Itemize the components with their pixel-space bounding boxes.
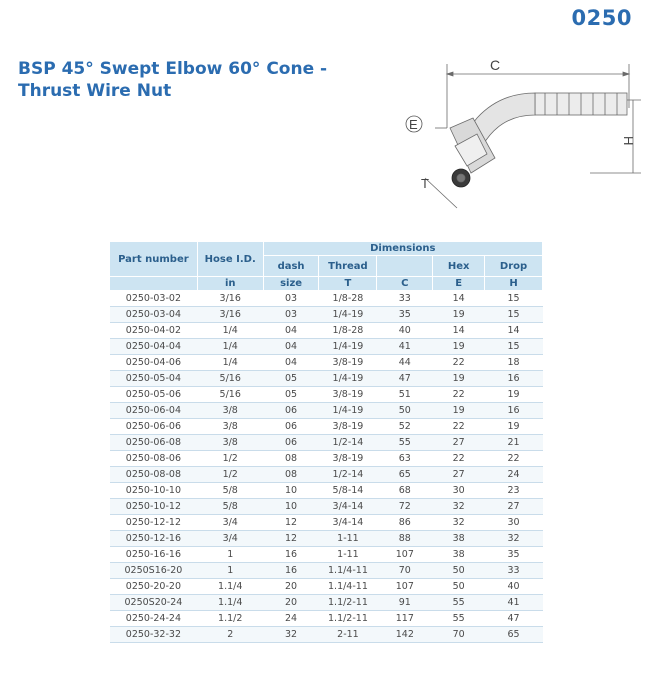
label-t: T	[421, 176, 429, 191]
cell-hex-e: 19	[433, 307, 485, 323]
cell-dash-size: 08	[263, 451, 319, 467]
cell-thread: 3/8-19	[319, 387, 377, 403]
cell-dim-c: 63	[377, 451, 433, 467]
cell-dim-c: 91	[377, 595, 433, 611]
header-thread: Thread	[319, 256, 377, 277]
cell-dash-size: 32	[263, 627, 319, 643]
cell-dash-size: 16	[263, 547, 319, 563]
fitting-drawing	[395, 48, 645, 218]
cell-dash-size: 05	[263, 371, 319, 387]
cell-dim-c: 117	[377, 611, 433, 627]
cell-dash-size: 12	[263, 531, 319, 547]
cell-thread: 1.1/2-11	[319, 595, 377, 611]
cell-hex-e: 55	[433, 595, 485, 611]
cell-hose-id: 3/8	[197, 403, 263, 419]
table-row	[110, 307, 543, 323]
cell-dim-c: 47	[377, 371, 433, 387]
cell-hex-e: 55	[433, 611, 485, 627]
header-hex: Hex	[433, 256, 485, 277]
table-row	[110, 627, 543, 643]
cell-hose-id: 5/8	[197, 499, 263, 515]
cell-dash-size: 20	[263, 579, 319, 595]
cell-drop-h: 33	[485, 563, 543, 579]
header-dash: dash	[263, 256, 319, 277]
cell-part-number: 0250-03-02	[110, 291, 198, 307]
cell-drop-h: 27	[485, 499, 543, 515]
cell-part-number: 0250-08-08	[110, 467, 198, 483]
cell-hose-id: 1.1/4	[197, 579, 263, 595]
cell-dim-c: 86	[377, 515, 433, 531]
cell-hex-e: 14	[433, 323, 485, 339]
cell-dim-c: 107	[377, 547, 433, 563]
cell-drop-h: 15	[485, 307, 543, 323]
unit-c: C	[377, 277, 433, 291]
cell-dim-c: 88	[377, 531, 433, 547]
cell-drop-h: 16	[485, 371, 543, 387]
cell-dim-c: 65	[377, 467, 433, 483]
cell-dash-size: 04	[263, 339, 319, 355]
cell-drop-h: 35	[485, 547, 543, 563]
cell-drop-h: 19	[485, 387, 543, 403]
table-row	[110, 579, 543, 595]
cell-thread: 5/8-14	[319, 483, 377, 499]
table-row	[110, 515, 543, 531]
title-line-2: Thrust Wire Nut	[18, 81, 172, 101]
cell-hose-id: 3/8	[197, 419, 263, 435]
unit-hose: in	[197, 277, 263, 291]
table-row	[110, 323, 543, 339]
cell-dim-c: 52	[377, 419, 433, 435]
cell-thread: 1.1/4-11	[319, 579, 377, 595]
cell-dash-size: 16	[263, 563, 319, 579]
cell-thread: 1/4-19	[319, 307, 377, 323]
cell-hose-id: 1	[197, 563, 263, 579]
cell-hex-e: 70	[433, 627, 485, 643]
cell-part-number: 0250S16-20	[110, 563, 198, 579]
cell-thread: 3/8-19	[319, 355, 377, 371]
header-hose-id: Hose I.D.	[197, 242, 263, 277]
table-row	[110, 371, 543, 387]
table-row	[110, 355, 543, 371]
table-body	[110, 291, 543, 643]
table-row	[110, 499, 543, 515]
cell-part-number: 0250-04-04	[110, 339, 198, 355]
cell-dash-size: 08	[263, 467, 319, 483]
cell-part-number: 0250-05-06	[110, 387, 198, 403]
product-title	[18, 58, 348, 102]
cell-part-number: 0250-03-04	[110, 307, 198, 323]
table-row	[110, 563, 543, 579]
cell-drop-h: 40	[485, 579, 543, 595]
cell-part-number: 0250-24-24	[110, 611, 198, 627]
label-e: E	[409, 117, 418, 132]
cell-hose-id: 3/8	[197, 435, 263, 451]
cell-drop-h: 18	[485, 355, 543, 371]
table-row	[110, 403, 543, 419]
cell-dim-c: 55	[377, 435, 433, 451]
table-row	[110, 339, 543, 355]
cell-drop-h: 41	[485, 595, 543, 611]
cell-hex-e: 19	[433, 371, 485, 387]
cell-hex-e: 22	[433, 419, 485, 435]
unit-h: H	[485, 277, 543, 291]
cell-hose-id: 5/8	[197, 483, 263, 499]
unit-thread: T	[319, 277, 377, 291]
cell-dim-c: 72	[377, 499, 433, 515]
table-row	[110, 483, 543, 499]
unit-dash: size	[263, 277, 319, 291]
cell-dash-size: 06	[263, 403, 319, 419]
cell-hose-id: 3/16	[197, 307, 263, 323]
cell-dash-size: 05	[263, 387, 319, 403]
cell-dim-c: 50	[377, 403, 433, 419]
cell-dash-size: 06	[263, 419, 319, 435]
cell-drop-h: 47	[485, 611, 543, 627]
cell-thread: 3/8-19	[319, 451, 377, 467]
cell-thread: 3/4-14	[319, 499, 377, 515]
cell-hose-id: 1/2	[197, 467, 263, 483]
cell-hose-id: 3/4	[197, 515, 263, 531]
cell-dim-c: 70	[377, 563, 433, 579]
header-c	[377, 256, 433, 277]
cell-part-number: 0250-08-06	[110, 451, 198, 467]
cell-part-number: 0250-32-32	[110, 627, 198, 643]
cell-hex-e: 14	[433, 291, 485, 307]
cell-dash-size: 10	[263, 483, 319, 499]
cell-dash-size: 03	[263, 291, 319, 307]
header-part-number: Part number	[110, 242, 198, 277]
cell-hose-id: 1/4	[197, 355, 263, 371]
cell-drop-h: 15	[485, 291, 543, 307]
cell-dash-size: 03	[263, 307, 319, 323]
cell-part-number: 0250-20-20	[110, 579, 198, 595]
cell-drop-h: 14	[485, 323, 543, 339]
cell-hex-e: 22	[433, 355, 485, 371]
cell-dim-c: 33	[377, 291, 433, 307]
cell-part-number: 0250-04-02	[110, 323, 198, 339]
cell-part-number: 0250-16-16	[110, 547, 198, 563]
cell-hose-id: 1.1/4	[197, 595, 263, 611]
cell-part-number: 0250-05-04	[110, 371, 198, 387]
cell-thread: 3/8-19	[319, 419, 377, 435]
cell-hose-id: 1/4	[197, 339, 263, 355]
cell-hose-id: 1/4	[197, 323, 263, 339]
cell-dash-size: 10	[263, 499, 319, 515]
cell-thread: 1/2-14	[319, 435, 377, 451]
cell-part-number: 0250-06-08	[110, 435, 198, 451]
cell-drop-h: 30	[485, 515, 543, 531]
dim-t-line	[425, 178, 457, 208]
cell-hex-e: 50	[433, 579, 485, 595]
cell-dash-size: 04	[263, 355, 319, 371]
table-row	[110, 531, 543, 547]
table-row	[110, 387, 543, 403]
cell-hex-e: 19	[433, 339, 485, 355]
cell-thread: 1/8-28	[319, 323, 377, 339]
cell-hex-e: 38	[433, 547, 485, 563]
cell-drop-h: 24	[485, 467, 543, 483]
cell-hose-id: 3/16	[197, 291, 263, 307]
table-row	[110, 611, 543, 627]
cell-part-number: 0250-04-06	[110, 355, 198, 371]
cell-dim-c: 41	[377, 339, 433, 355]
cell-thread: 1/4-19	[319, 339, 377, 355]
cell-part-number: 0250-10-12	[110, 499, 198, 515]
dimensions-table	[109, 241, 543, 643]
cell-hex-e: 19	[433, 403, 485, 419]
cell-thread: 1.1/2-11	[319, 611, 377, 627]
label-c: C	[490, 57, 501, 73]
table-row	[110, 291, 543, 307]
cell-part-number: 0250-10-10	[110, 483, 198, 499]
cell-part-number: 0250-12-16	[110, 531, 198, 547]
table-row	[110, 451, 543, 467]
cell-part-number: 0250-06-04	[110, 403, 198, 419]
cell-hose-id: 1.1/2	[197, 611, 263, 627]
cell-hex-e: 27	[433, 435, 485, 451]
label-h: H	[621, 136, 636, 146]
table-row	[110, 419, 543, 435]
cell-thread: 1/8-28	[319, 291, 377, 307]
cell-drop-h: 32	[485, 531, 543, 547]
cell-drop-h: 16	[485, 403, 543, 419]
cell-dash-size: 06	[263, 435, 319, 451]
header-dimensions: Dimensions	[263, 242, 542, 256]
cell-thread: 3/4-14	[319, 515, 377, 531]
title-line-1: BSP 45° Swept Elbow 60° Cone -	[18, 59, 328, 79]
table-row	[110, 595, 543, 611]
cell-hose-id: 5/16	[197, 371, 263, 387]
cell-dim-c: 68	[377, 483, 433, 499]
cell-thread: 1-11	[319, 531, 377, 547]
cell-hose-id: 1	[197, 547, 263, 563]
cell-hex-e: 22	[433, 387, 485, 403]
cell-drop-h: 15	[485, 339, 543, 355]
table-row	[110, 547, 543, 563]
cell-hex-e: 27	[433, 467, 485, 483]
cell-hex-e: 32	[433, 515, 485, 531]
cell-dash-size: 24	[263, 611, 319, 627]
cell-dash-size: 12	[263, 515, 319, 531]
table-row	[110, 435, 543, 451]
cell-thread: 1-11	[319, 547, 377, 563]
cell-dim-c: 40	[377, 323, 433, 339]
product-code: 0250	[571, 6, 632, 30]
cell-thread: 1.1/4-11	[319, 563, 377, 579]
cell-hex-e: 30	[433, 483, 485, 499]
cell-drop-h: 19	[485, 419, 543, 435]
cell-thread: 2-11	[319, 627, 377, 643]
table-row	[110, 467, 543, 483]
cell-drop-h: 23	[485, 483, 543, 499]
cell-part-number: 0250S20-24	[110, 595, 198, 611]
cell-hex-e: 32	[433, 499, 485, 515]
cell-dash-size: 20	[263, 595, 319, 611]
cell-hex-e: 22	[433, 451, 485, 467]
cell-drop-h: 22	[485, 451, 543, 467]
cell-hose-id: 2	[197, 627, 263, 643]
cell-dash-size: 04	[263, 323, 319, 339]
cell-part-number: 0250-06-06	[110, 419, 198, 435]
header-drop: Drop	[485, 256, 543, 277]
cell-drop-h: 65	[485, 627, 543, 643]
cell-part-number: 0250-12-12	[110, 515, 198, 531]
cell-thread: 1/2-14	[319, 467, 377, 483]
cell-hex-e: 38	[433, 531, 485, 547]
cell-thread: 1/4-19	[319, 403, 377, 419]
cell-drop-h: 21	[485, 435, 543, 451]
cell-hose-id: 5/16	[197, 387, 263, 403]
cell-hex-e: 50	[433, 563, 485, 579]
cell-dim-c: 35	[377, 307, 433, 323]
cell-dim-c: 51	[377, 387, 433, 403]
cell-dim-c: 142	[377, 627, 433, 643]
cell-dim-c: 44	[377, 355, 433, 371]
unit-e: E	[433, 277, 485, 291]
cell-thread: 1/4-19	[319, 371, 377, 387]
cell-hose-id: 1/2	[197, 451, 263, 467]
cell-dim-c: 107	[377, 579, 433, 595]
unit-part	[110, 277, 198, 291]
cell-hose-id: 3/4	[197, 531, 263, 547]
